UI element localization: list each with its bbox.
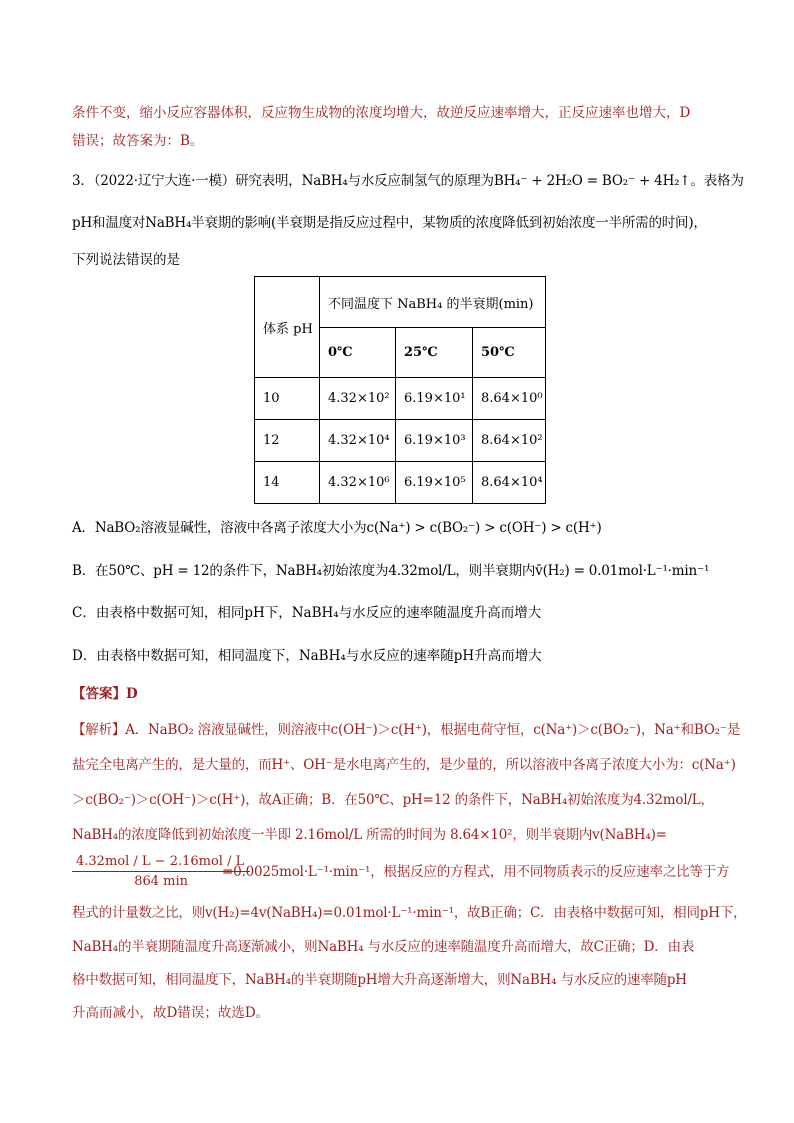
fraction-numerator: 4.32mol / L − 2.16mol / L: [72, 854, 250, 872]
option-a: A．NaBO₂溶液显碱性，溶液中各离子浓度大小为c(Na⁺) > c(BO₂⁻) > c(OH⁻) > c(H⁺): [72, 520, 602, 536]
analysis-line-7: 格中数据可知，相同温度下，NaBH₄的半衰期随pH增大升高逐渐增大，则NaBH₄ 与水反应的速率随pH: [72, 972, 687, 988]
analysis-line-8: 升高而减小，故D错误；故选D。: [72, 1005, 270, 1021]
question-line-1: 3．（2022·辽宁大连·一模）研究表明，NaBH₄与水反应制氢气的原理为BH₄⁻ + 2H₂O = BO₂⁻ + 4H₂↑。表格为: [72, 173, 744, 189]
option-b: B．在50℃、pH = 12的条件下，NaBH₄初始浓度为4.32mol/L，则半衰期内v̄(H₂) = 0.01mol·L⁻¹·min⁻¹: [72, 563, 710, 579]
fraction-tail: =0.0025mol·L⁻¹·min⁻¹，根据反应的方程式，用不同物质表示的反应速率之比等于方: [222, 864, 730, 880]
intro-line-1: 条件不变，缩小反应容器体积，反应物生成物的浓度均增大，故逆反应速率增大，正反应速率也增大，D: [72, 105, 691, 121]
analysis-line-4: NaBH₄的浓度降低到初始浓度一半即 2.16mol/L 所需的时间为 8.64×10²，则半衰期内v(NaBH₄)=: [72, 827, 667, 843]
half-life-table: [254, 276, 546, 504]
table-temp-0: 0℃: [320, 328, 396, 378]
option-c: C．由表格中数据可知，相同pH下，NaBH₄与水反应的速率随温度升高而增大: [72, 605, 542, 621]
table-temp-2: 50℃: [473, 328, 546, 378]
analysis-line-6: NaBH₄的半衰期随温度升高逐渐减小，则NaBH₄ 与水反应的速率随温度升高而增大，故C正确；D．由表: [72, 939, 695, 955]
option-d: D．由表格中数据可知，相同温度下，NaBH₄与水反应的速率随pH升高而增大: [72, 648, 542, 664]
table-cell: 6.19×10⁵: [396, 462, 473, 504]
intro-line-2: 错误；故答案为：B。: [72, 133, 204, 149]
answer-line: 【答案】D: [72, 686, 138, 702]
table-cell-ph: 12: [255, 420, 320, 462]
table-cell: 8.64×10⁴: [473, 462, 546, 504]
table-temp-1: 25℃: [396, 328, 473, 378]
table-cell-ph: 14: [255, 462, 320, 504]
table-cell: 4.32×10⁶: [320, 462, 396, 504]
table-row: [255, 420, 546, 462]
table-cell: 6.19×10³: [396, 420, 473, 462]
fraction-denominator: 864 min: [134, 874, 189, 889]
table-cell: 4.32×10⁴: [320, 420, 396, 462]
table-cell: 4.32×10²: [320, 378, 396, 420]
analysis-line-5: 程式的计量数之比，则v(H₂)=4v(NaBH₄)=0.01mol·L⁻¹·min⁻¹，故B正确；C．由表格中数据可知，相同pH下，: [72, 905, 747, 921]
question-line-3: 下列说法错误的是: [72, 252, 180, 268]
table-row: [255, 462, 546, 504]
question-line-2: pH和温度对NaBH₄半衰期的影响(半衰期是指反应过程中，某物质的浓度降低到初始浓度一半所需的时间)，: [72, 215, 707, 231]
analysis-line-2: 盐完全电离产生的，是大量的，而H⁺、OH⁻是水电离产生的，是少量的，所以溶液中各离子浓度大小为：c(Na⁺): [72, 757, 736, 773]
table-cell: 8.64×10⁰: [473, 378, 546, 420]
analysis-line-1: 【解析】A．NaBO₂ 溶液显碱性，则溶液中c(OH⁻)＞c(H⁺)，根据电荷守恒，c(Na⁺)＞c(BO₂⁻)，Na⁺和BO₂⁻是: [72, 722, 741, 738]
table-span-header: 不同温度下 NaBH₄ 的半衰期(min): [320, 277, 546, 328]
table-cell-ph: 10: [255, 378, 320, 420]
table-row-header: 体系 pH: [255, 277, 320, 378]
table-row: [255, 378, 546, 420]
analysis-line-3: ＞c(BO₂⁻)＞c(OH⁻)＞c(H⁺)，故A正确；B．在50℃、pH=12 的条件下，NaBH₄初始浓度为4.32mol/L，: [72, 792, 714, 808]
table-cell: 8.64×10²: [473, 420, 546, 462]
table-cell: 6.19×10¹: [396, 378, 473, 420]
